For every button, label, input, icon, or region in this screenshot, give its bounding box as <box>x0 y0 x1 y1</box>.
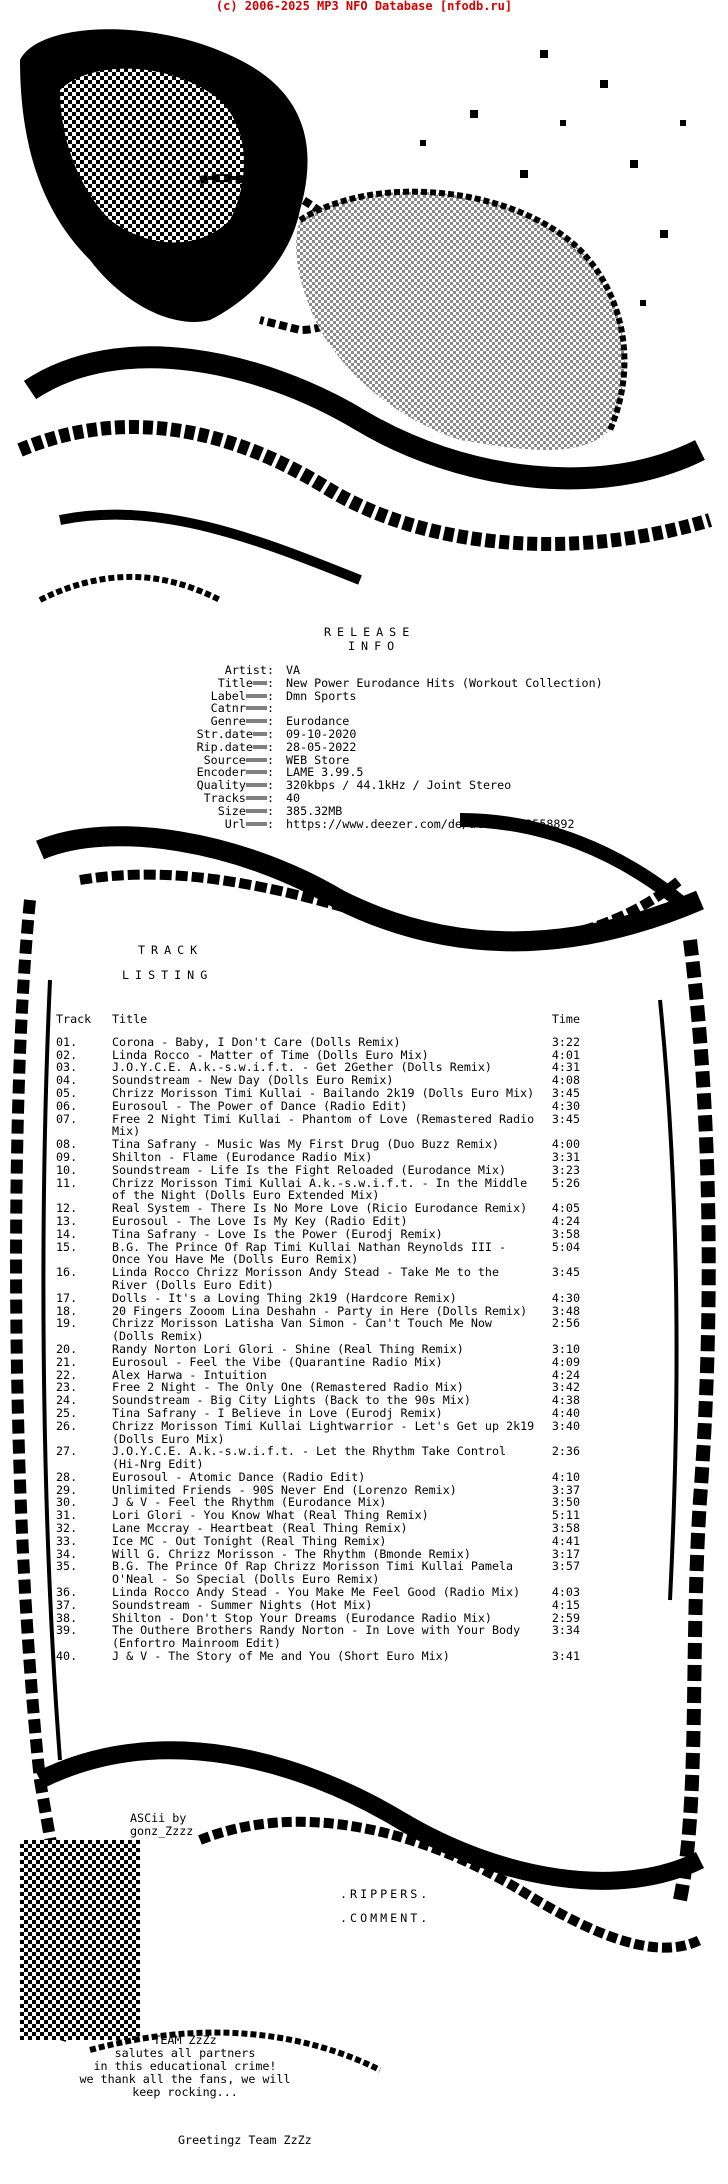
track-row <box>56 1535 616 1548</box>
greeting-line2: salutes all partners <box>114 2046 256 2060</box>
track-title: Soundstream - Big City Lights (Back to the 90s Mix) <box>112 1393 471 1408</box>
track-title: Real System - There Is No More Love (Ricio Eurodance Remix) <box>112 1201 528 1216</box>
track-title: B.G. The Prince Of Rap Chrizz Morisson Timi Kullai Pamela O'Neal - So Special (Dolls Euro Remix) <box>112 1559 514 1587</box>
track-number: 06. <box>56 1098 78 1113</box>
track-row <box>56 1292 616 1305</box>
nfodb-header: (c) 2006-2025 MP3 NFO Database [nfodb.ru] <box>215 0 513 13</box>
info-row-label: Label═══: Dmn Sports <box>210 688 357 703</box>
track-time: 3:45 <box>551 1085 580 1100</box>
track-number: 01. <box>56 1034 78 1049</box>
track-title: Soundstream - Life Is the Fight Reloaded (Eurodance Mix) <box>112 1162 507 1177</box>
track-row <box>56 1164 616 1177</box>
col-time: Time <box>551 1012 580 1026</box>
track-rows <box>56 1036 616 1663</box>
ascii-credit: ASCii by <box>130 1811 187 1825</box>
track-time: 3:31 <box>551 1149 580 1164</box>
track-title: Ice MC - Out Tonight (Real Thing Remix) <box>112 1533 387 1548</box>
track-time: 4:30 <box>551 1098 580 1113</box>
track-title: The Outhere Brothers Randy Norton - In Love with Your Body (Enfortro Mainroom Edit) <box>112 1623 521 1651</box>
track-time: 3:58 <box>551 1226 580 1241</box>
track-time: 3:42 <box>551 1380 580 1395</box>
track-number: 30. <box>56 1495 78 1510</box>
track-title: Soundstream - Summer Nights (Hot Mix) <box>112 1597 373 1612</box>
track-time: 4:05 <box>551 1201 580 1216</box>
track-number: 04. <box>56 1073 78 1088</box>
track-title: Chrizz Morisson Latisha Van Simon - Can't Touch Me Now (Dolls Remix) <box>112 1316 492 1344</box>
track-title: Chrizz Morisson Timi Kullai Lightwarrior - Let's Get up 2k19 (Dolls Euro Mix) <box>112 1418 535 1446</box>
track-number: 16. <box>56 1265 78 1280</box>
rippers-heading: .RIPPERS. <box>340 1887 431 1901</box>
track-time: 3:45 <box>551 1111 580 1126</box>
track-time: 5:11 <box>551 1508 580 1523</box>
track-time: 3:23 <box>551 1162 580 1177</box>
listing-heading: LISTING <box>122 968 214 982</box>
track-title: J & V - Feel the Rhythm (Eurodance Mix) <box>112 1495 387 1510</box>
track-title: Lori Glori - You Know What (Real Thing Remix) <box>112 1508 429 1523</box>
track-title: Tina Safrany - I Believe in Love (Eurodj Remix) <box>112 1405 443 1420</box>
track-title: Free 2 Night - The Only One (Remastered Radio Mix) <box>112 1380 464 1395</box>
track-title: Tina Safrany - Music Was My First Drug (Duo Buzz Remix) <box>112 1137 500 1152</box>
track-number: 27. <box>56 1444 78 1459</box>
track-time: 3:58 <box>551 1521 580 1536</box>
info-row-artist: Artist: VA <box>224 663 301 677</box>
track-row <box>56 1522 616 1535</box>
track-time: 4:10 <box>551 1469 580 1484</box>
info-row-tracks: Tracks═══: 40 <box>203 790 301 805</box>
track-number: 40. <box>56 1649 78 1664</box>
track-time: 4:08 <box>551 1073 580 1088</box>
track-time: 5:04 <box>551 1239 580 1254</box>
track-row <box>56 1100 616 1113</box>
track-number: 18. <box>56 1303 78 1318</box>
track-row <box>56 1215 616 1228</box>
track-time: 4:09 <box>551 1354 580 1369</box>
info-row-quality: Quality═══: 320kbps / 44.1kHz / Joint Stereo <box>196 778 512 793</box>
track-number: 35. <box>56 1559 78 1574</box>
track-number: 24. <box>56 1393 78 1408</box>
track-title: Will G. Chrizz Morisson - The Rhythm (Bmonde Remix) <box>112 1546 471 1561</box>
track-time: 2:56 <box>551 1316 580 1331</box>
track-title: J.O.Y.C.E. A.k.-s.w.i.f.t. - Get 2Gether (Dolls Remix) <box>112 1060 492 1075</box>
track-row <box>56 1599 616 1612</box>
info-row-str-date: Str.date══: 09-10-2020 <box>196 726 357 741</box>
info-row-rip-date: Rip.date══: 28-05-2022 <box>196 739 357 754</box>
track-number: 12. <box>56 1201 78 1216</box>
track-number: 09. <box>56 1149 78 1164</box>
track-title: J & V - The Story of Me and You (Short Euro Mix) <box>112 1649 450 1664</box>
track-title: Lane Mccray - Heartbeat (Real Thing Remix) <box>112 1521 408 1536</box>
track-row <box>56 1445 616 1471</box>
track-time: 3:48 <box>551 1303 580 1318</box>
track-title: Eurosoul - The Power of Dance (Radio Edit) <box>112 1098 408 1113</box>
info-row-encoder: Encoder═══: LAME 3.99.5 <box>196 765 364 780</box>
info-row-source: Source═══: WEB Store <box>203 752 350 767</box>
track-number: 23. <box>56 1380 78 1395</box>
track-time: 4:24 <box>551 1213 580 1228</box>
track-time: 3:37 <box>551 1482 580 1497</box>
track-number: 37. <box>56 1597 78 1612</box>
track-time: 3:17 <box>551 1546 580 1561</box>
track-time: 4:24 <box>551 1367 580 1382</box>
track-title: Chrizz Morisson Timi Kullai - Bailando 2k19 (Dolls Euro Mix) <box>112 1085 535 1100</box>
track-number: 36. <box>56 1585 78 1600</box>
track-time: 2:59 <box>551 1610 580 1625</box>
track-row <box>56 1394 616 1407</box>
track-title: Alex Harwa - Intuition <box>112 1367 267 1382</box>
track-title: Linda Rocco Chrizz Morisson Andy Stead - Take Me to the River (Dolls Euro Edit) <box>112 1265 500 1292</box>
greeting-line1: TEAM ZzZz <box>153 2033 217 2047</box>
track-number: 08. <box>56 1137 78 1152</box>
track-row <box>56 1343 616 1356</box>
track-number: 20. <box>56 1341 78 1356</box>
track-row <box>56 1177 616 1203</box>
track-title: Free 2 Night Timi Kullai - Phantom of Love (Remastered Radio Mix) <box>112 1111 535 1139</box>
greetings-footer: Greetingz Team ZzZz <box>178 2133 312 2147</box>
track-title: Shilton - Don't Stop Your Dreams (Eurodance Radio Mix) <box>112 1610 492 1625</box>
track-number: 15. <box>56 1239 78 1254</box>
track-row <box>56 1624 616 1650</box>
track-number: 14. <box>56 1226 78 1241</box>
track-number: 05. <box>56 1085 78 1100</box>
track-number: 38. <box>56 1610 78 1625</box>
track-title: Linda Rocco - Matter of Time (Dolls Euro Mix) <box>112 1047 429 1062</box>
track-list <box>56 1013 616 1663</box>
track-number: 11. <box>56 1175 78 1190</box>
track-time: 2:36 <box>551 1444 580 1459</box>
track-number: 02. <box>56 1047 78 1062</box>
track-number: 03. <box>56 1060 78 1075</box>
track-number: 17. <box>56 1290 78 1305</box>
track-row <box>56 1036 616 1049</box>
track-number: 32. <box>56 1521 78 1536</box>
track-heading: TRACK <box>138 943 204 957</box>
track-row <box>56 1650 616 1663</box>
track-number: 19. <box>56 1316 78 1331</box>
track-time: 3:40 <box>551 1418 580 1433</box>
track-title: 20 Fingers Zooom Lina Deshahn - Party in Here (Dolls Remix) <box>112 1303 528 1318</box>
track-time: 3:34 <box>551 1623 580 1638</box>
info-row-url: Url═══: https://www.deezer.com/de/album/173558892 <box>224 816 575 831</box>
track-number: 10. <box>56 1162 78 1177</box>
track-time: 4:03 <box>551 1585 580 1600</box>
track-row <box>56 1560 616 1586</box>
info-heading: INFO <box>348 639 401 653</box>
track-title: Corona - Baby, I Don't Care (Dolls Remix) <box>112 1034 401 1049</box>
track-title: Eurosoul - Feel the Vibe (Quarantine Radio Mix) <box>112 1354 443 1369</box>
col-title: Title <box>112 1012 148 1026</box>
track-row <box>56 1266 616 1292</box>
right-strip <box>680 940 709 1900</box>
track-title: Tina Safrany - Love Is the Power (Eurodj Remix) <box>112 1226 443 1241</box>
track-time: 4:40 <box>551 1405 580 1420</box>
track-row <box>56 1087 616 1100</box>
track-row <box>56 1356 616 1369</box>
track-row <box>56 1228 616 1241</box>
track-title: Dolls - It's a Loving Thing 2k19 (Hardcore Remix) <box>112 1290 457 1305</box>
track-number: 21. <box>56 1354 78 1369</box>
release-heading: RELEASE <box>324 625 416 639</box>
track-time: 4:38 <box>551 1393 580 1408</box>
track-time: 4:41 <box>551 1533 580 1548</box>
track-time: 3:45 <box>551 1265 580 1280</box>
track-list-header <box>56 1013 616 1026</box>
track-number: 34. <box>56 1546 78 1561</box>
track-number: 25. <box>56 1405 78 1420</box>
track-time: 4:30 <box>551 1290 580 1305</box>
track-title: Shilton - Flame (Eurodance Radio Mix) <box>112 1149 373 1164</box>
track-number: 07. <box>56 1111 78 1126</box>
track-time: 5:26 <box>551 1175 580 1190</box>
track-row <box>56 1113 616 1139</box>
track-time: 4:15 <box>551 1597 580 1612</box>
track-row <box>56 1317 616 1343</box>
track-row <box>56 1151 616 1164</box>
track-time: 4:00 <box>551 1137 580 1152</box>
track-title: Eurosoul - Atomic Dance (Radio Edit) <box>112 1469 366 1484</box>
track-number: 31. <box>56 1508 78 1523</box>
track-row <box>56 1407 616 1420</box>
track-number: 29. <box>56 1482 78 1497</box>
track-title: Linda Rocco Andy Stead - You Make Me Feel Good (Radio Mix) <box>112 1585 521 1600</box>
release-info-table <box>150 664 603 830</box>
track-number: 28. <box>56 1469 78 1484</box>
track-row <box>56 1241 616 1267</box>
ascii-author: gonz_Zzzz <box>130 1824 194 1838</box>
track-row <box>56 1586 616 1599</box>
track-time: 4:01 <box>551 1047 580 1062</box>
info-row-catnr: Catnr═══: <box>210 701 274 716</box>
track-number: 13. <box>56 1213 78 1228</box>
greeting-line4: we thank all the fans, we will <box>79 2072 291 2086</box>
track-time: 3:57 <box>551 1559 580 1574</box>
track-row <box>56 1471 616 1484</box>
track-title: J.O.Y.C.E. A.k.-s.w.i.f.t. - Let the Rhythm Take Control (Hi-Nrg Edit) <box>112 1444 507 1472</box>
track-time: 3:22 <box>551 1034 580 1049</box>
comment-heading: .COMMENT. <box>340 1911 431 1925</box>
track-title: Chrizz Morisson Timi Kullai A.k.-s.w.i.f.t. - In the Middle of the Night (Dolls Euro Extended Mix) <box>112 1175 528 1203</box>
track-title: Randy Norton Lori Glori - Shine (Real Thing Remix) <box>112 1341 464 1356</box>
track-time: 3:41 <box>551 1649 580 1664</box>
info-row-genre: Genre═══: Eurodance <box>210 714 350 729</box>
track-time: 3:50 <box>551 1495 580 1510</box>
track-number: 33. <box>56 1533 78 1548</box>
track-title: Soundstream - New Day (Dolls Euro Remix) <box>112 1073 394 1088</box>
track-number: 26. <box>56 1418 78 1433</box>
info-row-title: Title══: New Power Eurodance Hits (Workout Collection) <box>217 675 603 690</box>
track-time: 3:10 <box>551 1341 580 1356</box>
track-number: 39. <box>56 1623 78 1638</box>
track-row <box>56 1420 616 1446</box>
track-number: 22. <box>56 1367 78 1382</box>
track-title: B.G. The Prince Of Rap Timi Kullai Nathan Reynolds III - Once You Have Me (Dolls Euro Remix) <box>112 1239 507 1267</box>
greeting-line5: keep rocking... <box>132 2085 238 2099</box>
col-track: Track <box>56 1012 92 1026</box>
greeting-line3: in this educational crime! <box>93 2059 277 2073</box>
track-time: 4:31 <box>551 1060 580 1075</box>
info-row-size: Size═══: 385.32MB <box>217 803 343 818</box>
track-title: Unlimited Friends - 90S Never End (Lorenzo Remix) <box>112 1482 457 1497</box>
track-title: Eurosoul - The Love Is My Key (Radio Edit) <box>112 1213 408 1228</box>
